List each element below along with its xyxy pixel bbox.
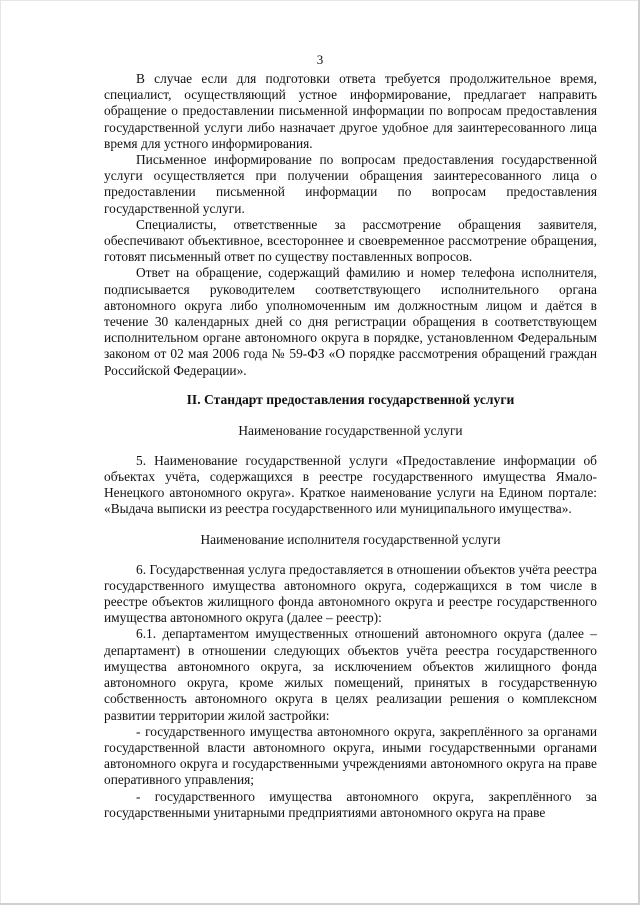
subheading-service-name: Наименование государственной услуги <box>238 422 463 438</box>
paragraph-6-1: 6.1. департаментом имущественных отношений автономного округа (далее – департамент) в отношении следующих объектов учёта реестра государственного имущества автономного округа, за исключением объектов жилищного фонда автономного округа, кроме жилых помещений, принятых в государственную собственность автономного округа в целях реализации решения о комплексном развитии территории жилой застройки: <box>104 626 597 723</box>
paragraph-oral-info-delay: В случае если для подготовки ответа требуется продолжительное время, специалист, осуществляющий устное информирование, предлагает направить обращение о предоставлении письменной информации по вопросам предоставления государственной услуги либо назначает другое удобное для заинтересованного лица время для устного информирования. <box>104 71 597 151</box>
subheading-service-provider: Наименование исполнителя государственной услуги <box>200 531 501 547</box>
paragraph-answer-deadline: Ответ на обращение, содержащий фамилию и номер телефона исполнителя, подписывается руководителем соответствующего исполнительного органа автономного округа либо уполномоченным им должностным лицом и даётся в течение 30 календарных дней со дня регистрации обращения в соответствующем исполнительном органе автономного округа в порядке, установленном Федеральным законом от 02 мая 2006 года № 59-ФЗ «О порядке рассмотрения обращений граждан Российской Федерации». <box>104 265 597 378</box>
paragraph-specialists: Специалисты, ответственные за рассмотрение обращения заявителя, обеспечивают объективное, всестороннее и своевременное рассмотрение обращения, готовят письменный ответ по существу поставленных вопросов. <box>104 216 597 265</box>
paragraph-5-service-name: 5. Наименование государственной услуги «Предоставление информации об объектах учёта, содержащихся в реестре государственного имущества Ямало-Ненецкого автономного округа». Краткое наименование услуги на Едином портале: «Выдача выписки из реестра государственного или муниципального имущества». <box>104 452 597 517</box>
list-item-operational-management: - государственного имущества автономного округа, закреплённого за органами государственной власти автономного округа, иными государственными органами автономного округа и государственными учреждениями автономного округа на праве оперативного управления; <box>104 723 597 788</box>
section-heading: II. Стандарт предоставления государственной услуги <box>186 391 515 407</box>
paragraph-written-info: Письменное информирование по вопросам предоставления государственной услуги осуществляется при получении обращения заинтересованного лица о предоставлении письменной информации по вопросам предоставления государственной услуги. <box>104 152 597 216</box>
list-item-unitary-enterprises: - государственного имущества автономного округа, закреплённого за государственными унитарными предприятиями автономного округа на праве <box>104 788 597 820</box>
page-number: 3 <box>316 52 324 67</box>
paragraph-6: 6. Государственная услуга предоставляется в отношении объектов учёта реестра государственного имущества автономного округа, содержащихся в том числе в реестре объектов жилищного фонда автономного округа и реестре государственного имущества автономного округа (далее – реестр): <box>104 561 597 626</box>
document-body <box>104 71 597 821</box>
